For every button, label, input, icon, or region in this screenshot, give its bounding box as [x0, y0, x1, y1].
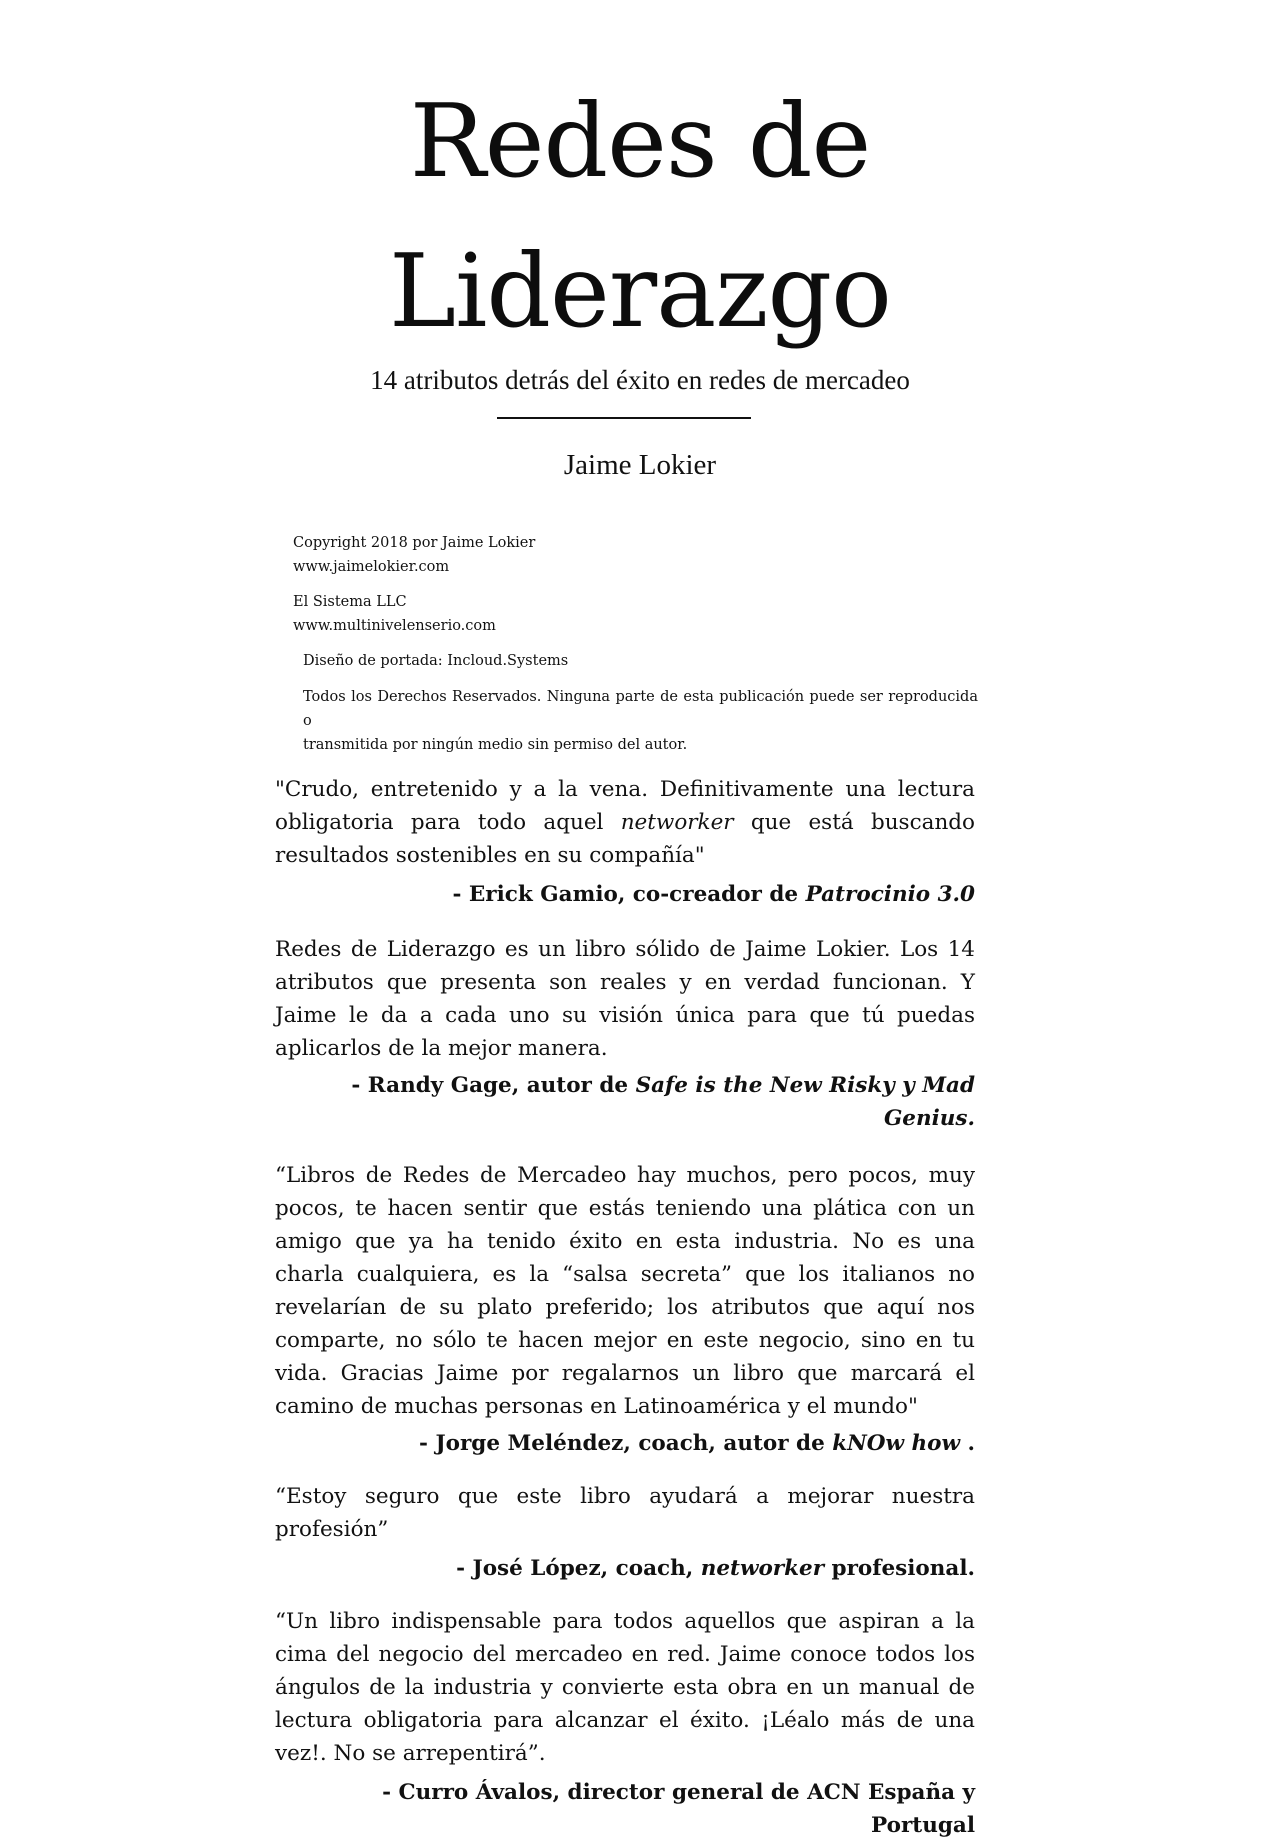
book-subtitle: 14 atributos detrás del éxito en redes de mercadeo — [370, 365, 910, 395]
attribution-emphasis: kNOw how — [832, 1431, 961, 1456]
endorsement-quote — [275, 1480, 975, 1546]
quote-text: “Libros de Redes de Mercadeo hay muchos, pero pocos, muy pocos, te hacen sentir que estás teniendo una plática con un amigo que ya ha tenido éxito en esta industria. No es una charla cualquiera, es la “salsa secreta” que los italianos no revelarían de su plato preferido; los atributos que aquí nos comparte, no sólo te hacen mejor en este negocio, sino en tu vida. Gracias Jaime por regalarnos un libro que marcará el camino de muchas personas en Latinoamérica y el mundo" — [275, 1163, 975, 1419]
endorsement-quote — [275, 1605, 975, 1770]
book-title-line-2: Liderazgo — [389, 232, 891, 350]
publisher-block — [293, 590, 496, 638]
attribution-text: - Jorge Meléndez, coach, autor de — [419, 1431, 833, 1456]
attribution-text: - Erick Gamio, co-creador de — [452, 882, 806, 907]
attribution-text: profesional. — [824, 1556, 975, 1581]
publisher-name: El Sistema LLC — [293, 594, 407, 610]
rights-notice — [303, 685, 978, 757]
rights-notice-line-1: Todos los Derechos Reservados. Ninguna parte de esta publicación puede ser reproducida o — [303, 689, 978, 729]
attribution-text: - Randy Gage, autor de — [351, 1073, 636, 1098]
attribution-text: - José López, coach, — [456, 1556, 701, 1581]
attribution-emphasis: Safe is the New Risky y Mad Genius. — [635, 1073, 975, 1131]
publisher-website: www.multinivelenserio.com — [293, 618, 496, 634]
endorsement-attribution — [275, 1552, 975, 1585]
quote-text: que está buscando resultados sostenibles en su compañía" — [275, 810, 976, 868]
author-website: www.jaimelokier.com — [293, 559, 450, 575]
attribution-emphasis: networker — [700, 1556, 825, 1581]
book-title — [0, 66, 1280, 366]
quote-text: Redes de Liderazgo es un libro sólido de Jaime Lokier. Los 14 atributos que presenta son reales y en verdad funcionan. Y Jaime le da a cada uno su visión única para que tú puedas aplicarlos de la mejor manera. — [275, 937, 975, 1061]
attribution-emphasis: Patrocinio 3.0 — [805, 882, 975, 907]
endorsement-attribution — [275, 1069, 975, 1135]
endorsements — [275, 773, 975, 1842]
endorsement-quote — [275, 933, 975, 1065]
copyright-line: Copyright 2018 por Jaime Lokier — [293, 535, 536, 551]
quote-text: “Estoy seguro que este libro ayudará a mejorar nuestra profesión” — [275, 1484, 975, 1542]
endorsement-attribution — [275, 1427, 975, 1460]
endorsement-quote — [275, 773, 975, 872]
cover-design-credit: Diseño de portada: Incloud.Systems — [303, 653, 569, 669]
title-divider — [497, 417, 751, 419]
quote-emphasis: networker — [620, 810, 734, 835]
rights-notice-line-2: transmitida por ningún medio sin permiso del autor. — [303, 737, 688, 753]
attribution-text: . — [960, 1431, 975, 1456]
attribution-text: - Curro Ávalos, director general de ACN España y Portugal — [382, 1780, 975, 1838]
quote-text: "Crudo, entretenido y a la vena. Definitivamente una lectura obligatoria para todo aquel — [275, 777, 975, 835]
copyright-block — [293, 531, 535, 579]
book-author: Jaime Lokier — [563, 449, 717, 481]
book-title-line-1: Redes de — [409, 82, 871, 200]
endorsement-attribution — [275, 1776, 975, 1842]
endorsement-quote — [275, 1159, 975, 1423]
endorsement-attribution — [275, 878, 975, 911]
quote-text: “Un libro indispensable para todos aquellos que aspiran a la cima del negocio del mercadeo en red. Jaime conoce todos los ángulos de la industria y convierte esta obra en un manual de lectura obligatoria para alcanzar el éxito. ¡Léalo más de una vez!. No se arrepentirá”. — [275, 1609, 975, 1766]
